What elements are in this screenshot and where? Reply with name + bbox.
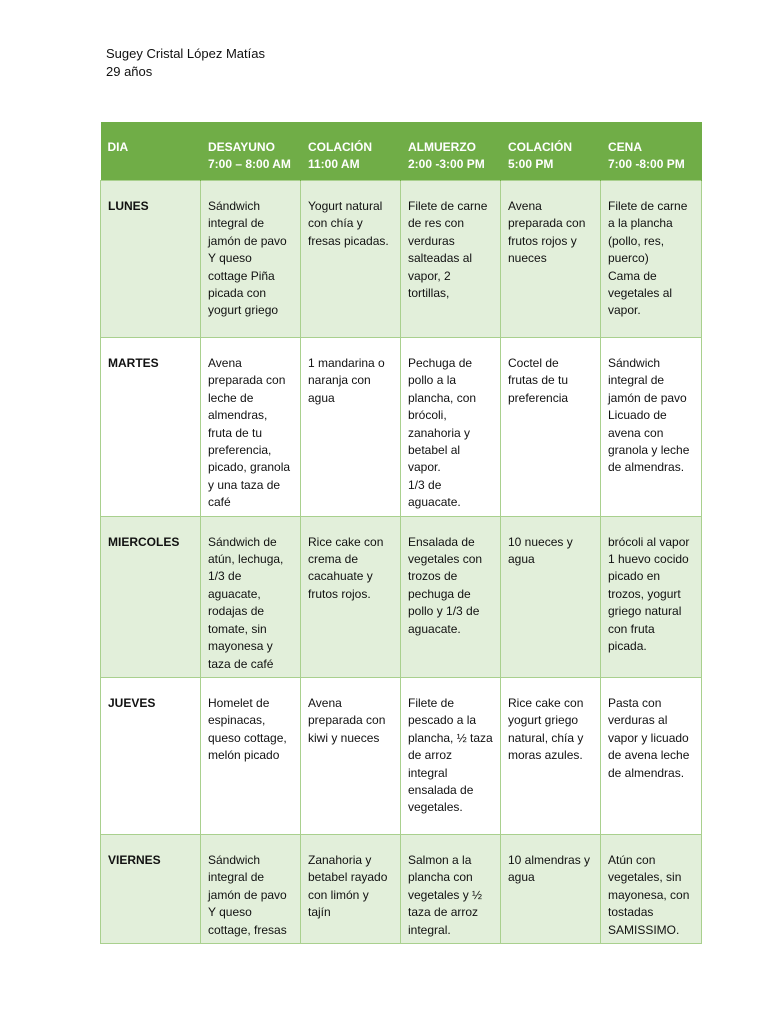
meal-line: picado, granola (208, 460, 291, 475)
header-dinner: CENA 7:00 -8:00 PM (601, 122, 702, 181)
person-age: 29 años (106, 64, 153, 79)
meal-line: de avena leche (608, 748, 690, 763)
meal-line: naranja con (308, 373, 371, 388)
header-day: DIA (101, 122, 201, 181)
meal-line: 10 nueces y (508, 534, 573, 549)
meal-cell-dinner (601, 834, 702, 943)
meal-line: agua (508, 552, 535, 567)
meal-line: de almendras. (608, 460, 685, 475)
document-header (106, 45, 265, 81)
meal-cell-snack-afternoon (501, 677, 601, 834)
meal-line: 1/3 de (408, 477, 442, 492)
meal-line: granola y leche (608, 443, 690, 458)
meal-line: Salmon a la (408, 852, 472, 867)
meal-line: mayonesa, con (608, 887, 690, 902)
meal-line: frutas de tu (508, 373, 569, 388)
meal-line: taza de arroz (408, 905, 479, 920)
meal-line: crema de (308, 552, 359, 567)
meal-line: griego natural (608, 604, 682, 619)
day-cell: LUNES (101, 181, 201, 338)
meal-line: aguacate. (408, 621, 461, 636)
meal-line: preferencia (508, 390, 569, 405)
meal-line: ensalada de (408, 782, 474, 797)
meal-line: y una taza de (208, 477, 281, 492)
meal-line: Y queso (208, 251, 252, 266)
meal-cell-snack-morning (301, 181, 401, 338)
meal-line: betabel rayado (308, 870, 388, 885)
meal-line: integral de (208, 870, 265, 885)
day-cell: JUEVES (101, 677, 201, 834)
meal-line: puerco) (608, 251, 649, 266)
meal-line: tajín (308, 905, 331, 920)
header-snack-morning: COLACIÓN 11:00 AM (301, 122, 401, 181)
meal-line: yogurt griego (208, 303, 279, 318)
meal-line: tostadas (608, 905, 654, 920)
meal-line: de res con (408, 216, 465, 231)
meal-line: kiwi y nueces (308, 730, 380, 745)
meal-line: preparada con (208, 373, 286, 388)
meal-line: Atún con (608, 852, 656, 867)
meal-cell-breakfast (201, 338, 301, 517)
meal-cell-dinner (601, 338, 702, 517)
meal-line: agua (508, 870, 535, 885)
meal-line: plancha, con (408, 390, 477, 405)
meal-line: trozos, yogurt (608, 586, 681, 601)
meal-line: integral (408, 765, 448, 780)
meal-cell-breakfast (201, 516, 301, 677)
meal-cell-dinner (601, 516, 702, 677)
meal-cell-snack-afternoon (501, 516, 601, 677)
meal-line: Y queso (208, 905, 252, 920)
meal-line: zanahoria y (408, 425, 471, 440)
meal-line: cacahuate y (308, 569, 373, 584)
meal-line: brócoli al vapor (608, 534, 690, 549)
meal-line: integral de (208, 216, 265, 231)
meal-line: frutos rojos y (508, 233, 577, 248)
day-cell: MIERCOLES (101, 516, 201, 677)
meal-cell-lunch (401, 677, 501, 834)
meal-line: trozos de (408, 569, 458, 584)
day-cell: MARTES (101, 338, 201, 517)
meal-line: con limón y (308, 887, 369, 902)
meal-line: a la plancha (608, 216, 673, 231)
meal-line: vegetales al (608, 286, 673, 301)
meal-line: Pasta con (608, 695, 662, 710)
meal-line: integral de (608, 373, 665, 388)
meal-line: 10 almendras y (508, 852, 591, 867)
meal-line: leche de (208, 390, 254, 405)
meal-line: pechuga de (408, 586, 471, 601)
meal-line: Sándwich (608, 356, 661, 370)
meal-line: agua (308, 390, 335, 405)
meal-line: moras azules. (508, 748, 583, 763)
meal-line: yogurt griego (508, 713, 579, 728)
meal-line: nueces (508, 251, 547, 266)
meal-line: plancha, ½ taza (408, 730, 493, 745)
table-row (101, 834, 702, 943)
meal-line: café (208, 495, 231, 510)
meal-line: pescado a la (408, 713, 477, 728)
person-name: Sugey Cristal López Matías (106, 46, 265, 61)
table-row (101, 181, 702, 338)
meal-plan-table (100, 122, 702, 944)
meal-cell-breakfast (201, 834, 301, 943)
meal-cell-breakfast (201, 677, 301, 834)
day-cell: VIERNES (101, 834, 201, 943)
meal-line: mayonesa y (208, 639, 273, 654)
meal-line: Sándwich de (208, 534, 277, 549)
meal-line: Filete de carne (608, 199, 688, 213)
meal-line: jamón de pavo (608, 390, 687, 405)
meal-cell-lunch (401, 338, 501, 517)
meal-line: vapor y licuado (608, 730, 689, 745)
meal-line: picada. (608, 639, 647, 654)
meal-cell-lunch (401, 181, 501, 338)
meal-line: con chía y (308, 216, 363, 231)
meal-line: fresas picadas. (308, 233, 389, 248)
meal-line: preferencia, (208, 443, 272, 458)
meal-cell-dinner (601, 181, 702, 338)
meal-line: Yogurt natural (308, 199, 383, 213)
meal-line: de almendras. (608, 765, 685, 780)
meal-line: verduras (408, 233, 455, 248)
meal-line: vegetales con (408, 552, 483, 567)
meal-line: Filete de (408, 695, 455, 710)
meal-line: Rice cake con (508, 695, 584, 710)
meal-line: plancha con (408, 870, 473, 885)
meal-line: atún, lechuga, (208, 552, 284, 567)
meal-line: pollo a la (408, 373, 457, 388)
header-lunch: ALMUERZO 2:00 -3:00 PM (401, 122, 501, 181)
meal-line: cottage, fresas (208, 922, 287, 937)
meal-cell-snack-afternoon (501, 181, 601, 338)
meal-cell-snack-afternoon (501, 834, 601, 943)
meal-line: Zanahoria y (308, 852, 372, 867)
meal-line: Rice cake con (308, 534, 384, 549)
meal-line: Ensalada de (408, 534, 475, 549)
meal-cell-lunch (401, 834, 501, 943)
meal-line: Filete de carne (408, 199, 488, 213)
meal-line: aguacate, (208, 586, 261, 601)
meal-line: jamón de pavo (208, 233, 287, 248)
header-breakfast: DESAYUNO 7:00 – 8:00 AM (201, 122, 301, 181)
meal-line: taza de café (208, 656, 274, 671)
meal-line: almendras, (208, 408, 268, 423)
meal-line: avena con (608, 425, 664, 440)
meal-cell-snack-morning (301, 834, 401, 943)
meal-line: SAMISSIMO. (608, 922, 680, 937)
table-row (101, 338, 702, 517)
table-row (101, 677, 702, 834)
meal-line: queso cottage, (208, 730, 287, 745)
meal-line: con fruta (608, 621, 655, 636)
meal-cell-snack-morning (301, 677, 401, 834)
meal-cell-snack-afternoon (501, 338, 601, 517)
meal-line: de arroz (408, 748, 453, 763)
meal-line: Avena (208, 356, 242, 370)
meal-line: fruta de tu (208, 425, 263, 440)
meal-line: tomate, sin (208, 621, 267, 636)
meal-line: vegetales. (408, 800, 463, 815)
meal-line: aguacate. (408, 495, 461, 510)
meal-line: 1/3 de (208, 569, 242, 584)
meal-line: Sándwich (208, 199, 261, 213)
header-snack-afternoon: COLACIÓN 5:00 PM (501, 122, 601, 181)
meal-line: Licuado de (608, 408, 667, 423)
table-header-row (101, 122, 702, 181)
meal-line: Avena (308, 695, 342, 710)
meal-line: betabel al (408, 443, 461, 458)
meal-line: Sándwich (208, 852, 261, 867)
meal-line: salteadas al (408, 251, 473, 266)
meal-line: espinacas, (208, 713, 266, 728)
meal-line: Avena (508, 199, 542, 213)
meal-line: Coctel de (508, 356, 559, 370)
meal-cell-lunch (401, 516, 501, 677)
meal-line: picada con (208, 286, 267, 301)
meal-line: preparada con (508, 216, 586, 231)
meal-line: Cama de (608, 268, 657, 283)
meal-line: Homelet de (208, 695, 270, 710)
meal-line: jamón de pavo (208, 887, 287, 902)
meal-line: preparada con (308, 713, 386, 728)
meal-line: 1 huevo cocido (608, 552, 689, 567)
table-row (101, 516, 702, 677)
meal-line: verduras al (608, 713, 668, 728)
meal-line: frutos rojos. (308, 586, 371, 601)
meal-line: melón picado (208, 748, 280, 763)
meal-line: vapor. (408, 460, 441, 475)
meal-line: brócoli, (408, 408, 447, 423)
meal-cell-dinner (601, 677, 702, 834)
meal-line: Pechuga de (408, 356, 473, 370)
meal-line: picado en (608, 569, 661, 584)
meal-line: cottage Piña (208, 268, 275, 283)
meal-line: vapor. (608, 303, 641, 318)
meal-line: integral. (408, 922, 451, 937)
meal-line: pollo y 1/3 de (408, 604, 480, 619)
meal-cell-breakfast (201, 181, 301, 338)
meal-cell-snack-morning (301, 516, 401, 677)
meal-line: vegetales y ½ (408, 887, 483, 902)
meal-cell-snack-morning (301, 338, 401, 517)
meal-line: 1 mandarina o (308, 356, 385, 370)
meal-line: rodajas de (208, 604, 265, 619)
meal-line: natural, chía y (508, 730, 584, 745)
meal-line: tortillas, (408, 286, 450, 301)
meal-line: vegetales, sin (608, 870, 682, 885)
meal-line: vapor, 2 (408, 268, 451, 283)
meal-line: (pollo, res, (608, 233, 665, 248)
